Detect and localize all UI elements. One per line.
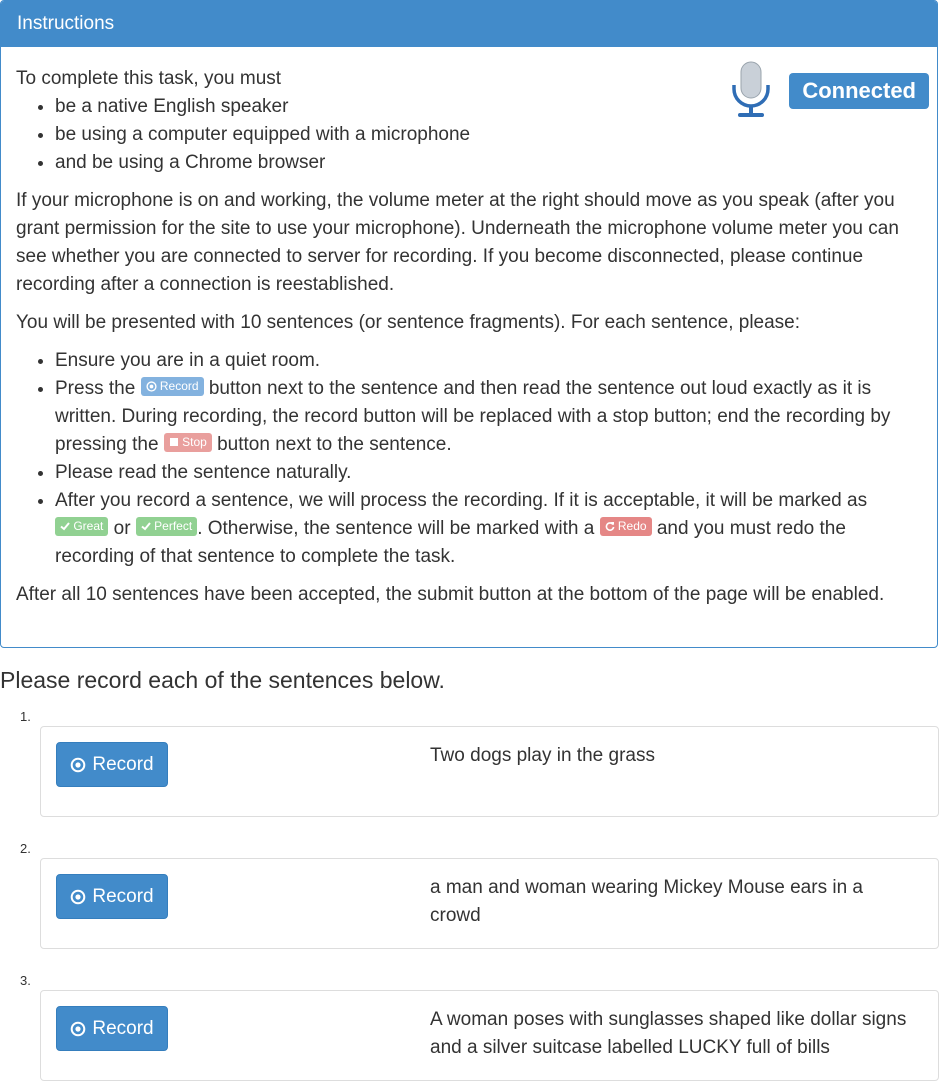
sentence-card <box>40 726 939 817</box>
mic-status-area <box>729 61 929 121</box>
sentence-card <box>40 858 939 949</box>
great-badge-example <box>55 517 108 536</box>
record-button[interactable] <box>56 1006 168 1051</box>
sentence-text: a man and woman wearing Mickey Mouse ears in a crowd <box>430 877 863 926</box>
requirement-item: • be using a computer equipped with a microphone <box>55 121 922 149</box>
item-number: 2. <box>20 841 31 856</box>
step-text: . Otherwise, the sentence will be marked with a <box>197 518 595 539</box>
badge-label: Redo <box>617 519 647 534</box>
record-button-label: Record <box>92 1017 154 1039</box>
stop-badge-example <box>164 433 212 452</box>
step-item <box>55 487 922 571</box>
connection-status-badge: Connected <box>789 73 929 109</box>
check-icon <box>141 521 151 531</box>
panel-title: Instructions <box>1 1 937 47</box>
record-button-label: Record <box>92 753 154 775</box>
record-button[interactable] <box>56 874 168 919</box>
step-item <box>55 375 922 459</box>
steps-list <box>16 347 922 571</box>
redo-badge-example <box>600 517 652 536</box>
step-text: After you record a sentence, we will process the recording. If it is acceptable, it will be marked as <box>55 490 868 511</box>
sentence-text: A woman poses with sunglasses shaped like dollar signs and a silver suitcase labelled LUCKY full of bills <box>430 1009 907 1058</box>
record-circle-icon <box>70 1021 86 1037</box>
section-title: Please record each of the sentences below. <box>0 667 445 693</box>
step-text: and you must redo the recording of that sentence to complete the task. <box>55 518 846 567</box>
badge-label: Great <box>73 519 104 534</box>
step-text: button next to the sentence and then read the sentence out loud exactly as it is written. During recording, the record button will be replaced with a stop button; end the recording by pressing the <box>55 378 891 455</box>
redo-icon <box>605 521 615 531</box>
stop-square-icon <box>169 437 179 447</box>
badge-label: Record <box>159 379 199 394</box>
step-text: or <box>113 518 131 539</box>
record-circle-icon <box>146 381 157 392</box>
step-item: • Please read the sentence naturally. <box>55 459 922 487</box>
requirement-item: • be a native English speaker <box>55 93 922 121</box>
perfect-badge-example <box>136 517 197 536</box>
record-badge-example <box>141 377 204 396</box>
step-text: button next to the sentence. <box>217 434 452 455</box>
step-text: Press the <box>55 378 136 399</box>
panel-body <box>1 47 937 609</box>
sentence-text: Two dogs play in the grass <box>430 745 655 766</box>
check-icon <box>60 521 70 531</box>
presented-paragraph: You will be presented with 10 sentences (or sentence fragments). For each sentence, please: <box>16 312 801 333</box>
badge-label: Perfect <box>154 519 193 534</box>
badge-label: Stop <box>182 435 207 450</box>
step-item: • Ensure you are in a quiet room. <box>55 347 922 375</box>
record-button-label: Record <box>92 885 154 907</box>
record-button[interactable] <box>56 742 168 787</box>
microphone-icon <box>729 61 773 121</box>
mic-paragraph: If your microphone is on and working, the volume meter at the right should move as you speak (after you grant permission for the site to use your microphone). Underneath the microphone volume meter you can see whether you are connected to server for recording. If you become disconnected, please continue recording after a connection is reestablished. <box>16 190 899 295</box>
record-circle-icon <box>70 757 86 773</box>
requirement-item: • and be using a Chrome browser <box>55 149 922 177</box>
item-number: 3. <box>20 973 31 988</box>
sentence-card <box>40 990 939 1081</box>
final-paragraph: After all 10 sentences have been accepted, the submit button at the bottom of the page will be enabled. <box>16 584 885 605</box>
record-circle-icon <box>70 889 86 905</box>
item-number: 1. <box>20 709 31 724</box>
intro-text: To complete this task, you must <box>16 68 282 89</box>
